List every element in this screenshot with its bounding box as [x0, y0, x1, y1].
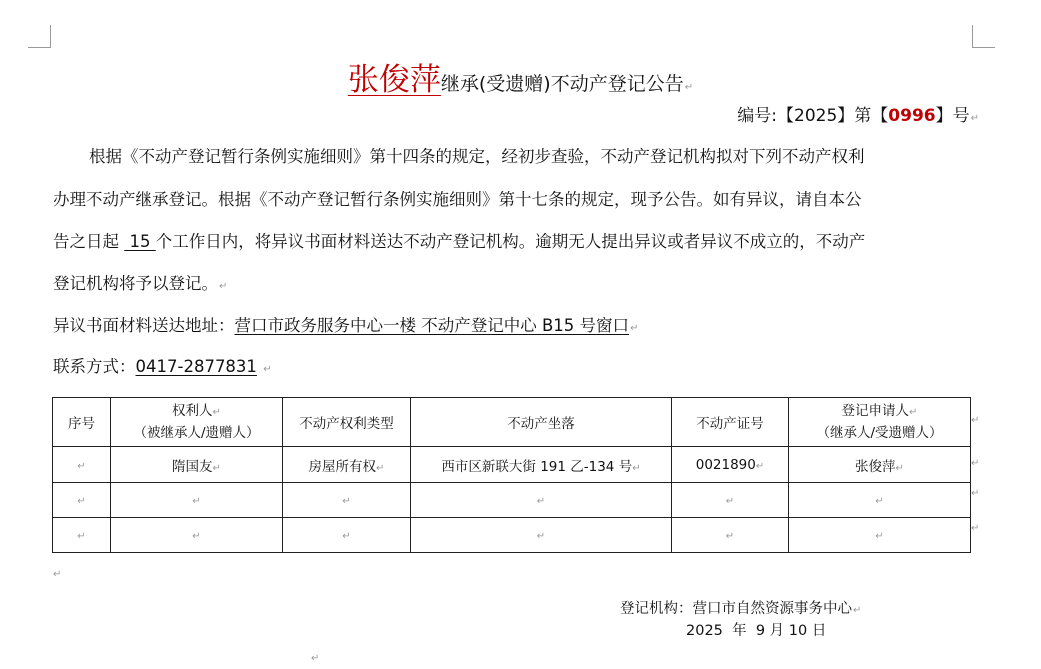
row-end-mark-icon: ↵ — [971, 415, 980, 426]
header-seq: 序号 — [53, 398, 111, 447]
header-applicant: 登记申请人↵ （继承人/受遗赠人） — [789, 398, 971, 447]
body-line-3 — [53, 228, 865, 252]
cell-location: 西市区新联大街 191 乙-134 号↵ — [411, 447, 672, 483]
paragraph-mark-icon: ↵ — [311, 653, 320, 664]
table-row — [53, 447, 971, 483]
paragraph-mark-icon: ↵ — [219, 281, 228, 292]
paragraph-mark-icon: ↵ — [263, 364, 272, 375]
body-line-1: 根据《不动产登记暂行条例实施细则》第十四条的规定，经初步查验，不动产登记机构拟对下列不动产权利 — [89, 147, 865, 166]
cell-right-type: 房屋所有权↵ — [283, 447, 411, 483]
title-text: 继承(受遗赠)不动产登记公告 — [440, 73, 684, 95]
row-end-mark-icon: ↵ — [971, 488, 980, 499]
contact-info — [53, 353, 272, 377]
objection-address-value: 营口市政务服务中心一楼 不动产登记中心 B15 号窗口 — [234, 316, 630, 335]
cell-location: ↵ — [411, 518, 672, 553]
header-right-type: 不动产权利类型 — [283, 398, 411, 447]
cell-applicant: ↵ — [789, 518, 971, 553]
objection-address — [53, 312, 638, 336]
registration-authority — [620, 597, 861, 618]
paragraph-mark-icon: ↵ — [630, 323, 639, 334]
cell-cert-no: ↵ — [672, 518, 789, 553]
authority-name: 营口市自然资源事务中心 — [692, 601, 852, 617]
paragraph-mark-icon: ↵ — [53, 569, 62, 580]
registration-table — [52, 397, 971, 553]
contact-label: 联系方式： — [53, 357, 136, 376]
header-location: 不动产坐落 — [411, 398, 672, 447]
body-line-2: 办理不动产继承登记。根据《不动产登记暂行条例实施细则》第十七条的规定，现予公告。如有异议，请自本公 — [53, 190, 862, 209]
cell-cert-no: ↵ — [672, 483, 789, 518]
body-line-3-post: 个工作日内，将异议书面材料送达不动产登记机构。逾期无人提出异议或者异议不成立的，不动产 — [155, 232, 866, 251]
header-holder: 权利人↵ （被继承人/遗赠人） — [111, 398, 283, 447]
body-line-4: 登记机构将予以登记。↵ — [53, 274, 228, 293]
cell-cert-no: 0021890↵ — [672, 447, 789, 483]
cell-right-type: ↵ — [283, 483, 411, 518]
row-end-mark-icon: ↵ — [971, 458, 980, 469]
header-cert-no: 不动产证号 — [672, 398, 789, 447]
cell-seq: ↵ — [53, 447, 111, 483]
docno-number: 0996 — [888, 106, 936, 126]
cell-applicant: 张俊萍↵ — [789, 447, 971, 483]
authority-label: 登记机构： — [620, 601, 693, 617]
paragraph-mark-icon: ↵ — [684, 82, 694, 93]
cell-right-type: ↵ — [283, 518, 411, 553]
cell-seq: ↵ — [53, 518, 111, 553]
cell-holder: ↵ — [111, 483, 283, 518]
objection-address-label: 异议书面材料送达地址： — [53, 316, 235, 335]
crop-mark-top-right — [972, 25, 995, 48]
title-applicant-name: 张俊萍 — [347, 62, 441, 98]
notice-title — [0, 54, 1041, 99]
cell-seq: ↵ — [53, 483, 111, 518]
cell-holder: ↵ — [111, 518, 283, 553]
paragraph-mark-icon: ↵ — [970, 113, 979, 124]
table-row — [53, 483, 971, 518]
working-days-count: 15 — [129, 232, 151, 251]
table-header-row — [53, 398, 971, 447]
document-number — [737, 101, 979, 126]
body-line-3-pre: 告之日起 — [53, 232, 119, 251]
table-row — [53, 518, 971, 553]
row-end-mark-icon: ↵ — [971, 523, 980, 534]
cell-holder: 隋国友↵ — [111, 447, 283, 483]
contact-phone: 0417-2877831 — [135, 357, 257, 376]
cell-location: ↵ — [411, 483, 672, 518]
docno-prefix: 编号:【2025】第【 — [737, 106, 889, 126]
cell-applicant: ↵ — [789, 483, 971, 518]
paragraph-mark-icon: ↵ — [853, 605, 862, 616]
docno-suffix: 】号 — [935, 106, 970, 126]
crop-mark-top-left — [28, 25, 51, 48]
notice-date: 2025 年 9 月 10 日 — [686, 623, 827, 639]
